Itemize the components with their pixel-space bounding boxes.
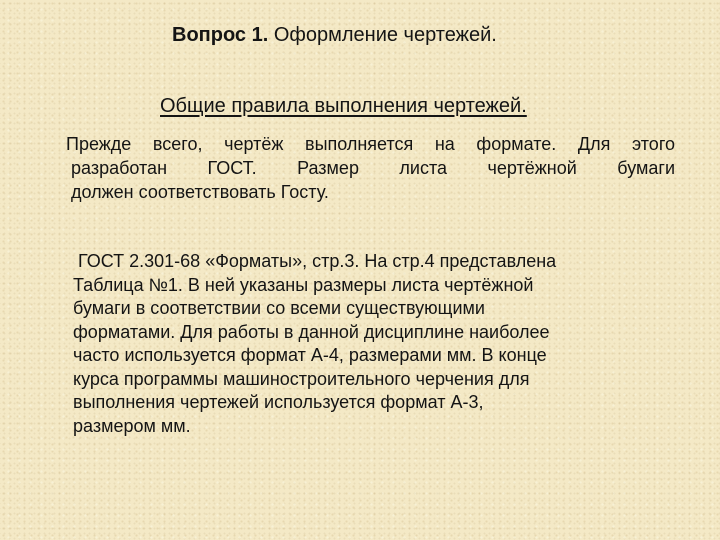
paragraph-line: бумаги в соответствии со всеми существующими [73,298,485,318]
paragraph-line: выполнения чертежей используется формат А-3, [73,392,484,412]
page-title [172,24,497,47]
paragraph-line: ГОСТ 2.301-68 «Форматы», стр.3. На стр.4 представлена [78,251,557,271]
paragraph-line: Прежде всего, чертёж выполняется на формате. Для этого [66,134,675,154]
paragraph-line: форматами. Для работы в данной дисциплине наиболее [73,321,550,342]
paragraph-line: Таблица №1. В ней указаны размеры листа чертёжной [73,274,534,295]
question-topic: Оформление чертежей. [273,24,497,46]
question-label: Вопрос 1. [172,24,269,46]
paragraph-line: должен соответствовать Госту. [71,182,329,202]
gost-paragraph [73,250,673,438]
paragraph-line: разработан ГОСТ. Размер листа чертёжной бумаги [71,158,675,178]
intro-paragraph [66,132,675,204]
paragraph-line: часто используется формат А-4, размерами мм. В конце [73,345,547,365]
paragraph-line: курса программы машиностроительного черчения для [73,368,530,389]
section-subtitle: Общие правила выполнения чертежей. [160,95,527,117]
paragraph-line: размером мм. [73,415,191,436]
